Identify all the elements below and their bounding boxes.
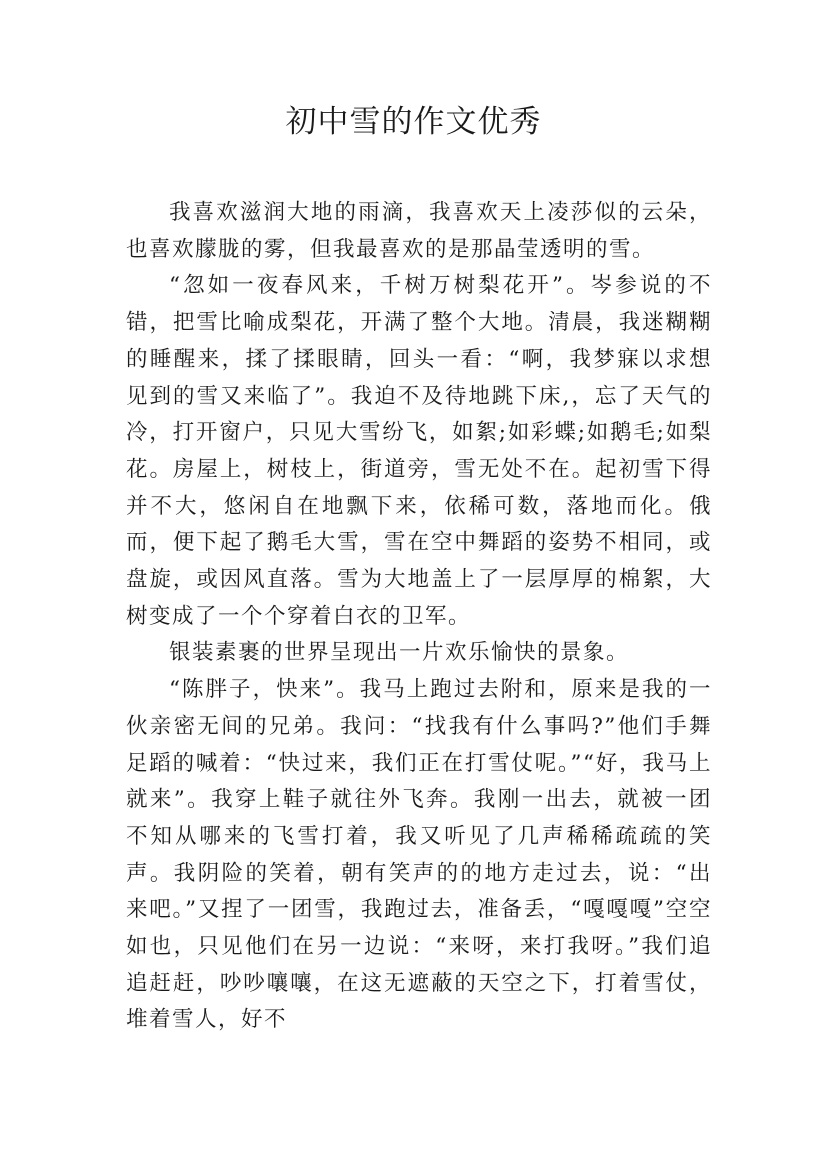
paragraph: 银装素裹的世界呈现出一片欢乐愉快的景象。: [169, 640, 630, 666]
paragraph: “忽如一夜春风来，千树万树梨花开”。岑参说的不错，把雪比喻成梨花，开满了整个大地。清晨，我迷糊糊的睡醒来，揉了揉眼睛，回头一看：“啊，我梦寐以求想见到的雪又来临了”。我迫不及待地跳下床,，忘了天气的冷，打开窗户，只见大雪纷飞，如絮;如彩蝶;如鹅毛;如梨花。房屋上，树枝上，街道旁，雪无处不在。起初雪下得并不大，悠闲自在地飘下来，依稀可数，落地而化。俄而，便下起了鹅毛大雪，雪在空中舞蹈的姿势不相同，或盘旋，或因风直落。雪为大地盖上了一层厚厚的棉絮，大树变成了一个个穿着白衣的卫军。: [126, 273, 712, 629]
paragraph: “陈胖子，快来”。我马上跑过去附和，原来是我的一伙亲密无间的兄弟。我问：“找我有什么事吗?”他们手舞足蹈的喊着：“快过来，我们正在打雪仗呢。”“好，我马上就来”。我穿上鞋子就往外飞奔。我刚一出去，就被一团不知从哪来的飞雪打着，我又听见了几声稀稀疏疏的笑声。我阴险的笑着，朝有笑声的的地方走过去，说：“出来吧。”又捏了一团雪，我跑过去，准备丢，“嘎嘎嘎”空空如也，只见他们在另一边说：“来呀，来打我呀。”我们追追赶赶，吵吵嚷嚷，在这无遮蔽的天空之下，打着雪仗，堆着雪人，好不: [126, 677, 712, 1033]
document-title: 初中雪的作文优秀: [285, 104, 542, 140]
document-body: [126, 195, 712, 1039]
paragraph: 我喜欢滋润大地的雨滴，我喜欢天上凌莎似的云朵，也喜欢朦胧的雾，但我最喜欢的是那晶莹透明的雪。: [126, 200, 712, 262]
